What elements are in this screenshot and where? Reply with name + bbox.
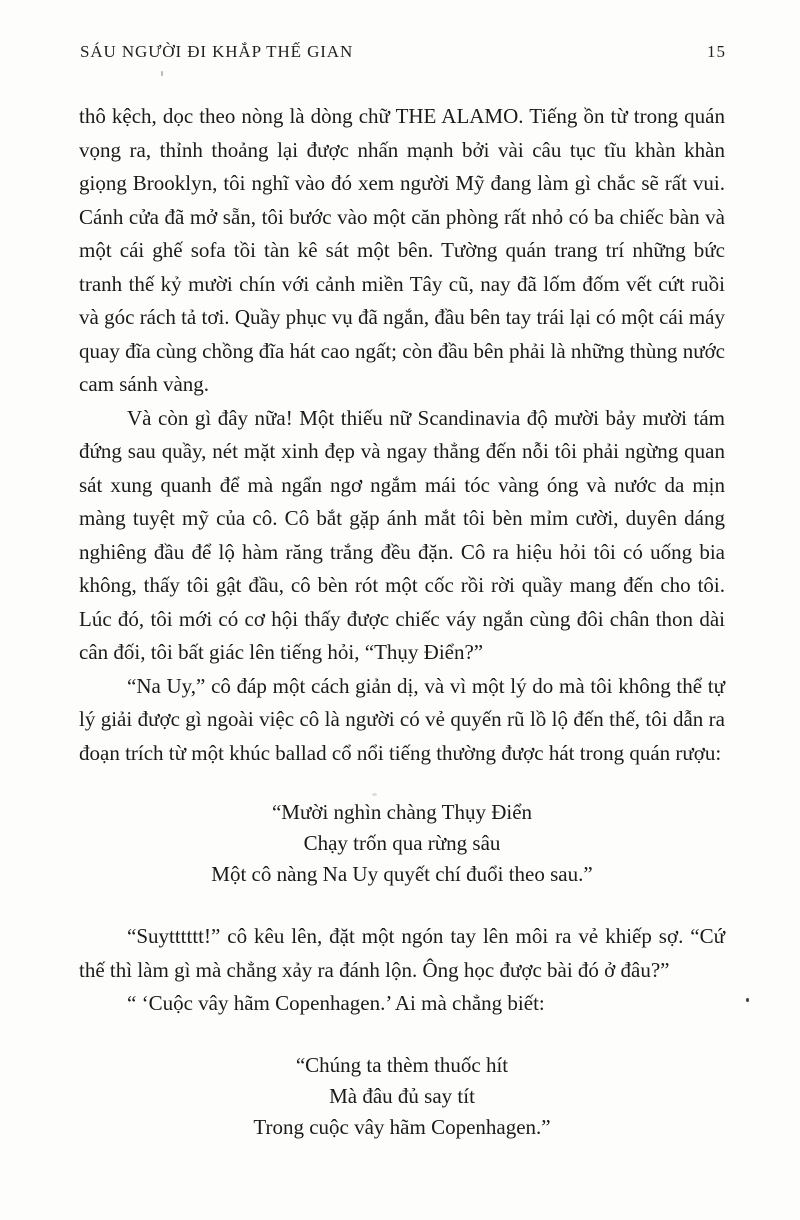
body-paragraph-2: Và còn gì đây nữa! Một thiếu nữ Scandinavia độ mười bảy mười tám đứng sau quầy, nét mặt xinh đẹp và ngay thẳng đến nỗi tôi phải ngừng quan sát xung quanh để mà ngẩn ngơ ngắm mái tóc vàng óng và nước da mịn màng tuyệt mỹ của cô. Cô bắt gặp ánh mắt tôi bèn mỉm cười, duyên dáng nghiêng đầu để lộ hàm răng trắng đều đặn. Cô ra hiệu hỏi tôi có uống bia không, thấy tôi gật đầu, cô bèn rót một cốc rồi rời quầy mang đến cho tôi. Lúc đó, tôi mới có cơ hội thấy được chiếc váy ngắn cùng đôi chân thon dài cân đối, tôi bất giác lên tiếng hỏi, “Thụy Điển?”	[79, 405, 725, 664]
scan-speck	[746, 998, 749, 1002]
page-number: 15	[707, 42, 726, 61]
scan-speck	[372, 793, 377, 796]
verse-line: “Mười nghìn chàng Thụy Điển	[271, 800, 533, 824]
verse-line: Một cô nàng Na Uy quyết chí đuổi theo sau.”	[211, 862, 593, 886]
scan-speck	[161, 71, 163, 76]
body-paragraph-5: “ ‘Cuộc vây hãm Copenhagen.’ Ai mà chẳng biết:	[127, 991, 545, 1015]
verse-line: Chạy trốn qua rừng sâu	[303, 831, 501, 855]
body-paragraph-1: thô kệch, dọc theo nòng là dòng chữ THE ALAMO. Tiếng ồn từ trong quán vọng ra, thỉnh thoảng lại được nhấn mạnh bởi vài câu tục tĩu khàn khàn giọng Brooklyn, tôi nghĩ vào đó xem người Mỹ đang làm gì chắc sẽ rất vui. Cánh cửa đã mở sẵn, tôi bước vào một căn phòng rất nhỏ có ba chiếc bàn và một cái ghế sofa tồi tàn kê sát một bên. Tường quán trang trí những bức tranh thế kỷ mười chín với cảnh miền Tây cũ, nay đã lốm đốm vết cứt ruồi và góc rách tả tơi. Quầy phục vụ đã ngắn, đầu bên tay trái lại có một cái máy quay đĩa cùng chồng đĩa hát cao ngất; còn đầu bên phải là những thùng nước cam sánh vàng.	[79, 104, 725, 396]
body-paragraph-3: “Na Uy,” cô đáp một cách giản dị, và vì một lý do mà tôi không thể tự lý giải được gì ngoài việc cô là người có vẻ quyến rũ lồ lộ đến thế, tôi dẫn ra đoạn trích từ một khúc ballad cổ nổi tiếng thường được hát trong quán rượu:	[79, 673, 725, 765]
verse-line: Trong cuộc vây hãm Copenhagen.”	[253, 1114, 551, 1139]
verse-block-1	[79, 797, 725, 890]
verse-line: “Chúng ta thèm thuốc hít	[295, 1052, 509, 1077]
verse-line: Mà đâu đủ say tít	[329, 1083, 475, 1108]
running-header	[80, 42, 726, 62]
body-paragraph-4: “Suytttttt!” cô kêu lên, đặt một ngón tay lên môi ra vẻ khiếp sợ. “Cứ thế thì làm gì mà chẳng xảy ra đánh lộn. Ông học được bài đó ở đâu?”	[79, 924, 725, 982]
verse-block-2	[79, 1050, 725, 1143]
body-text	[79, 100, 725, 1143]
running-title: SÁU NGƯỜI ĐI KHẮP THẾ GIAN	[80, 42, 354, 61]
